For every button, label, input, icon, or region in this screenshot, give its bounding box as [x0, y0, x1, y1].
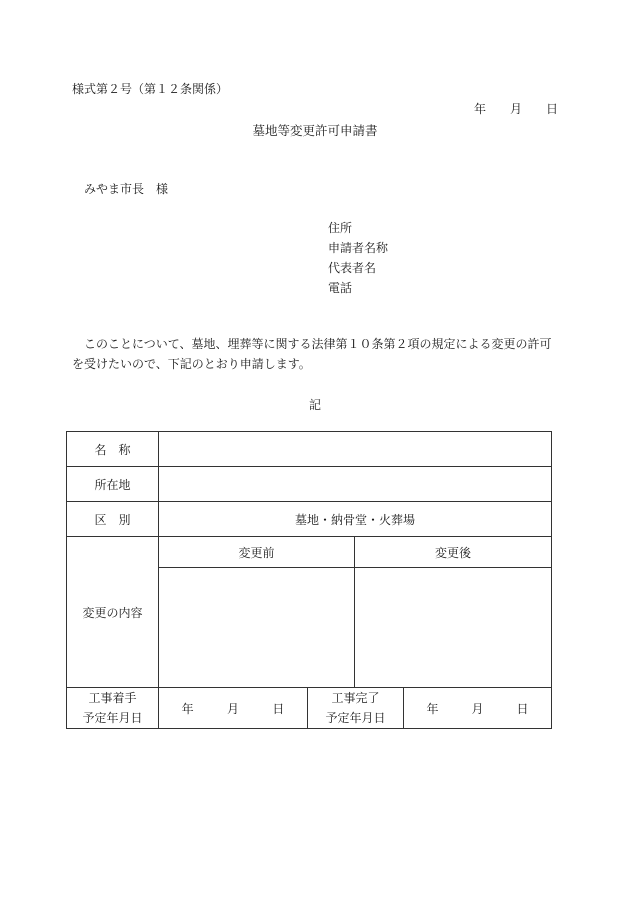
category-value[interactable]: 墓地・納骨堂・火葬場	[159, 502, 552, 537]
start-month-label: 月	[226, 701, 239, 716]
before-field[interactable]	[159, 568, 355, 688]
application-table	[66, 431, 552, 729]
start-date-label	[67, 688, 159, 729]
table-row-schedule	[67, 688, 552, 729]
start-date-field[interactable]	[159, 688, 308, 729]
table-row-change-header	[67, 537, 552, 568]
name-field[interactable]	[159, 432, 552, 467]
submission-date	[474, 100, 558, 117]
complete-date-field[interactable]	[404, 688, 552, 729]
date-year-label: 年	[474, 102, 487, 116]
start-day-label: 日	[272, 701, 285, 716]
addressee: みやま市長 様	[84, 182, 169, 196]
complete-label-line2: 予定年月日	[325, 711, 386, 725]
ki-heading: 記	[308, 398, 321, 412]
start-label-line1: 工事着手	[88, 691, 137, 705]
applicant-block	[328, 218, 388, 298]
start-year-label: 年	[181, 701, 194, 716]
location-field[interactable]	[159, 467, 552, 502]
applicant-name-label: 申請者名称	[328, 241, 389, 255]
location-label: 所在地	[67, 467, 159, 502]
start-label-line2: 予定年月日	[82, 711, 143, 725]
complete-year-label: 年	[426, 701, 439, 716]
phone-label: 電話	[328, 281, 353, 295]
complete-day-label: 日	[516, 701, 529, 716]
name-label: 名 称	[67, 432, 159, 467]
document-title: 墓地等変更許可申請書	[252, 123, 378, 138]
after-field[interactable]	[355, 568, 552, 688]
change-content-label: 変更の内容	[67, 537, 159, 688]
date-day-label: 日	[546, 102, 559, 116]
table-row-category	[67, 502, 552, 537]
after-label: 変更後	[355, 537, 552, 568]
table-row-name	[67, 432, 552, 467]
complete-label-line1: 工事完了	[331, 691, 380, 705]
representative-label: 代表者名	[328, 261, 377, 275]
application-statement: このことについて、墓地、埋葬等に関する法律第１０条第２項の規定による変更の許可を受けたいので、下記のとおり申請します。	[72, 337, 552, 371]
before-label: 変更前	[159, 537, 355, 568]
table-row-location	[67, 467, 552, 502]
address-label: 住所	[328, 221, 353, 235]
category-label: 区 別	[67, 502, 159, 537]
form-number: 様式第２号（第１２条関係）	[72, 82, 229, 96]
complete-month-label: 月	[471, 701, 484, 716]
date-month-label: 月	[510, 102, 523, 116]
complete-date-label	[308, 688, 404, 729]
